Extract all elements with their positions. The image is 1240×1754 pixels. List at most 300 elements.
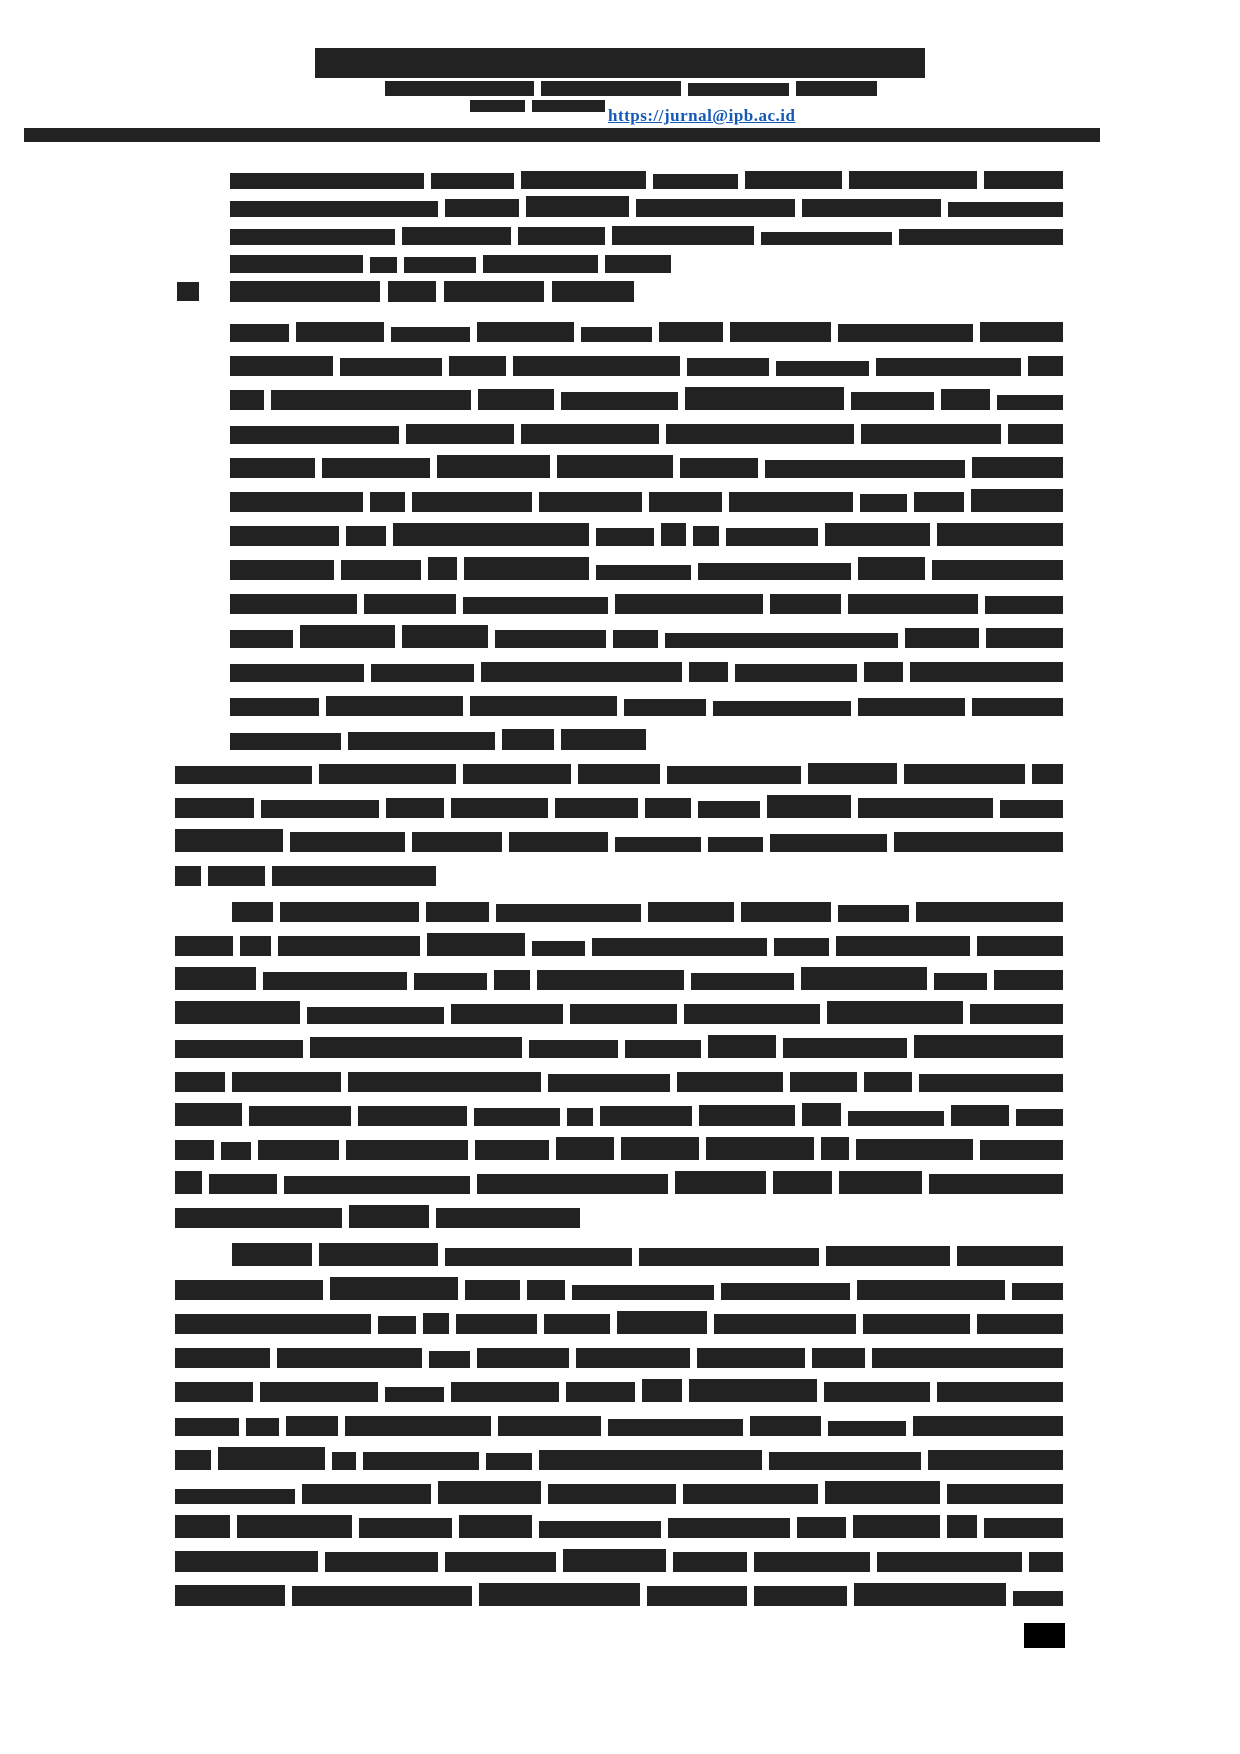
redacted-word — [708, 837, 763, 852]
redacted-word — [481, 662, 682, 682]
redacted-word — [370, 257, 397, 273]
redacted-word — [521, 171, 646, 189]
redacted-word — [175, 866, 201, 886]
redacted-word — [402, 227, 511, 245]
redacted-word — [613, 630, 658, 648]
redacted-word — [916, 902, 1063, 922]
redacted-word — [230, 458, 315, 478]
redacted-word — [561, 729, 646, 750]
redacted-word — [445, 1248, 632, 1266]
redacted-word — [986, 628, 1063, 648]
redacted-word — [668, 1518, 790, 1538]
redacted-word — [230, 492, 363, 512]
redacted-word — [319, 764, 455, 784]
redacted-word — [391, 327, 470, 342]
redacted-line — [230, 166, 1063, 189]
redacted-word — [675, 1171, 767, 1194]
redacted-word — [332, 1452, 356, 1470]
redacted-word — [899, 229, 1063, 245]
redacted-word — [175, 1382, 253, 1402]
redacted-word — [232, 1072, 340, 1092]
redacted-word — [857, 1280, 1005, 1300]
redacted-word — [605, 255, 671, 273]
journal-title-redacted-bar — [315, 48, 925, 78]
redacted-word — [445, 1552, 556, 1572]
redacted-word — [310, 1037, 523, 1058]
redacted-word — [208, 866, 265, 886]
redacted-word — [735, 664, 857, 682]
redacted-word — [175, 1314, 371, 1334]
redacted-word — [770, 594, 841, 614]
redacted-line — [175, 931, 1063, 956]
redacted-word — [689, 1379, 817, 1402]
redacted-word — [856, 1139, 973, 1160]
redacted-word — [527, 1280, 565, 1300]
redacted-word — [971, 489, 1063, 512]
redacted-word — [948, 202, 1063, 217]
redacted-line — [175, 1377, 1063, 1402]
redacted-word — [1028, 356, 1063, 376]
redacted-word — [451, 1004, 563, 1024]
redacted-line — [175, 1169, 1063, 1194]
redacted-word — [477, 1174, 668, 1194]
redacted-word — [649, 492, 721, 512]
redacted-word — [532, 941, 585, 956]
redacted-line — [230, 385, 1063, 410]
redacted-word — [858, 798, 993, 818]
redacted-word — [839, 1171, 923, 1194]
redacted-word — [680, 458, 758, 478]
redacted-word — [877, 1552, 1022, 1572]
redacted-word — [617, 1311, 706, 1334]
redacted-word — [687, 358, 769, 376]
redacted-word — [665, 633, 897, 648]
redacted-word — [246, 1418, 280, 1436]
redacted-word — [406, 424, 515, 444]
redacted-word — [404, 257, 476, 273]
redacted-word — [636, 199, 795, 217]
redacted-word — [428, 557, 458, 580]
redacted-word — [947, 1515, 977, 1538]
redacted-word — [797, 1517, 846, 1538]
redacted-line — [230, 623, 1063, 648]
redacted-word — [858, 698, 965, 716]
redacted-word — [750, 1416, 821, 1436]
redacted-word — [698, 801, 760, 818]
redacted-word — [826, 1246, 949, 1266]
redacted-word — [518, 227, 605, 245]
redacted-word — [240, 936, 271, 956]
heading-redacted-word — [230, 281, 380, 302]
redacted-line — [175, 1513, 1063, 1538]
redacted-word — [261, 800, 379, 818]
redacted-word — [567, 1108, 593, 1126]
redacted-line — [230, 222, 1063, 245]
redacted-word — [977, 936, 1063, 956]
redacted-word — [232, 1243, 312, 1266]
redacted-word — [774, 938, 828, 956]
redacted-word — [561, 392, 677, 410]
redacted-line — [232, 897, 1063, 922]
redacted-word — [470, 696, 617, 716]
redacted-word — [463, 597, 608, 614]
redacted-word — [572, 1285, 715, 1300]
redacted-word — [346, 1140, 468, 1160]
redacted-word — [972, 457, 1063, 478]
redacted-word — [175, 1280, 323, 1300]
redacted-word — [502, 729, 554, 750]
redacted-word — [370, 492, 404, 512]
redacted-word — [985, 596, 1063, 614]
redacted-word — [556, 1137, 614, 1160]
redacted-word — [175, 1585, 285, 1606]
redacted-word — [647, 1586, 747, 1606]
redacted-word — [854, 1583, 1007, 1606]
redacted-word — [230, 324, 289, 342]
redacted-line — [175, 1581, 1063, 1606]
redacted-line — [175, 965, 1063, 990]
redacted-word — [932, 560, 1063, 580]
redacted-word — [402, 625, 488, 648]
redacted-word — [689, 662, 728, 682]
redacted-word — [296, 322, 385, 342]
redacted-word — [851, 392, 934, 410]
redacted-word — [529, 1040, 618, 1058]
redacted-word — [905, 628, 979, 648]
redacted-word — [477, 1348, 570, 1368]
redacted-word — [765, 460, 965, 478]
journal-url-link[interactable]: https://jurnal@ipb.ac.id — [608, 106, 796, 125]
redacted-line — [232, 1241, 1063, 1266]
redacted-word — [358, 1106, 468, 1126]
redacted-line — [230, 419, 1063, 444]
redacted-line — [230, 453, 1063, 478]
redacted-word — [596, 528, 654, 546]
redacted-word — [615, 837, 701, 852]
redacted-word — [563, 1549, 667, 1572]
redacted-word — [526, 196, 629, 217]
redacted-line — [230, 250, 763, 273]
redacted-word — [532, 100, 606, 112]
redacted-line — [175, 1067, 1063, 1092]
redacted-word — [340, 358, 442, 376]
redacted-word — [300, 625, 394, 648]
redacted-word — [319, 1243, 437, 1266]
redacted-word — [479, 1583, 640, 1606]
redacted-word — [639, 1248, 819, 1266]
redacted-word — [230, 698, 319, 716]
redacted-word — [230, 255, 363, 273]
redacted-word — [175, 1103, 242, 1126]
redacted-word — [230, 630, 293, 648]
redacted-word — [385, 1387, 444, 1402]
redacted-word — [330, 1277, 458, 1300]
redacted-line — [175, 861, 495, 886]
redacted-word — [977, 1314, 1063, 1334]
redacted-word — [812, 1348, 865, 1368]
redacted-word — [364, 594, 456, 614]
redacted-word — [175, 1551, 318, 1572]
redacted-word — [691, 973, 793, 990]
redacted-word — [1029, 1552, 1064, 1572]
redacted-line — [175, 1547, 1063, 1572]
redacted-word — [349, 1205, 429, 1228]
redacted-word — [363, 1452, 478, 1470]
redacted-word — [848, 594, 978, 614]
redacted-word — [828, 1421, 907, 1436]
redacted-word — [937, 523, 1063, 546]
redacted-word — [175, 1348, 270, 1368]
redacted-word — [876, 358, 1021, 376]
redacted-word — [783, 1038, 908, 1058]
redacted-word — [449, 356, 506, 376]
redacted-word — [624, 699, 705, 716]
redacted-word — [465, 1280, 520, 1300]
redacted-word — [1032, 764, 1063, 784]
redacted-word — [539, 1521, 662, 1538]
redacted-word — [230, 733, 341, 750]
redacted-word — [495, 630, 606, 648]
redacted-word — [175, 936, 233, 956]
redacted-word — [348, 732, 495, 750]
redacted-word — [544, 1314, 610, 1334]
redacted-word — [459, 1515, 532, 1538]
redacted-line — [230, 589, 1063, 614]
redacted-word — [661, 523, 687, 546]
redacted-word — [230, 526, 339, 546]
redacted-word — [699, 1105, 795, 1126]
redacted-word — [685, 387, 844, 410]
redacted-word — [714, 1314, 856, 1334]
redacted-line — [175, 1309, 1063, 1334]
redacted-word — [838, 905, 910, 922]
redacted-line — [175, 1203, 637, 1228]
redacted-word — [175, 967, 256, 990]
redacted-word — [429, 1351, 470, 1368]
redacted-word — [808, 763, 896, 784]
redacted-word — [483, 255, 598, 273]
redacted-line — [175, 1275, 1063, 1300]
redacted-word — [209, 1174, 278, 1194]
redacted-word — [970, 1004, 1063, 1024]
redacted-word — [175, 1001, 300, 1024]
redacted-line — [230, 351, 1063, 376]
redacted-line — [175, 1033, 1063, 1058]
redacted-word — [600, 1106, 692, 1126]
redacted-word — [175, 1171, 202, 1194]
redacted-line — [175, 1343, 1063, 1368]
heading-redacted-word — [388, 281, 436, 302]
redacted-word — [371, 664, 475, 682]
redacted-word — [277, 1348, 423, 1368]
redacted-word — [684, 1004, 820, 1024]
redacted-word — [470, 100, 525, 112]
redacted-line — [175, 1135, 1063, 1160]
redacted-word — [872, 1348, 1064, 1368]
redacted-word — [581, 327, 652, 342]
redacted-line — [230, 691, 1063, 716]
redacted-word — [438, 1481, 541, 1504]
redacted-word — [451, 798, 548, 818]
redacted-word — [1013, 1591, 1063, 1606]
redacted-line — [230, 521, 1063, 546]
redacted-word — [913, 1416, 1063, 1436]
redacted-word — [463, 764, 571, 784]
redacted-word — [474, 1108, 560, 1126]
redacted-word — [341, 560, 421, 580]
list-marker-redacted — [177, 282, 199, 301]
redacted-word — [541, 81, 681, 96]
redacted-word — [437, 455, 550, 478]
redacted-word — [713, 701, 851, 716]
redacted-word — [726, 528, 818, 546]
redacted-word — [1000, 800, 1063, 818]
redacted-word — [345, 1416, 491, 1436]
redacted-word — [612, 226, 753, 245]
header-divider-rule — [24, 128, 1100, 142]
redacted-word — [477, 322, 575, 342]
redacted-word — [496, 904, 641, 922]
redacted-word — [790, 1072, 856, 1092]
redacted-word — [230, 390, 264, 410]
redacted-word — [642, 1379, 682, 1402]
redacted-word — [230, 426, 399, 444]
redacted-word — [824, 1382, 930, 1402]
redacted-word — [464, 557, 589, 580]
redacted-line — [230, 487, 1063, 512]
redacted-word — [706, 1137, 814, 1160]
redacted-word — [1016, 1109, 1063, 1126]
redacted-word — [659, 322, 724, 342]
redacted-word — [770, 834, 887, 852]
redacted-word — [326, 696, 463, 716]
heading-redacted-word — [444, 281, 544, 302]
redacted-word — [894, 832, 1063, 852]
redacted-word — [272, 866, 436, 886]
redacted-word — [730, 322, 831, 342]
redacted-word — [645, 798, 690, 818]
redacted-word — [249, 1106, 351, 1126]
redacted-word — [615, 594, 764, 614]
redacted-line — [175, 999, 1063, 1024]
redacted-word — [754, 1586, 847, 1606]
redacted-line — [175, 1445, 1063, 1470]
redacted-line — [230, 657, 1063, 682]
redacted-word — [910, 662, 1063, 682]
redacted-word — [436, 1208, 580, 1228]
redacted-word — [175, 766, 312, 784]
redacted-line — [175, 759, 1063, 784]
redacted-word — [359, 1518, 452, 1538]
redacted-word — [412, 492, 532, 512]
redacted-word — [271, 390, 470, 410]
redacted-word — [175, 1072, 225, 1092]
redacted-word — [941, 389, 989, 410]
redacted-word — [863, 1314, 969, 1334]
redacted-word — [697, 1348, 806, 1368]
redacted-line — [175, 827, 1063, 852]
redacted-word — [858, 557, 926, 580]
redacted-word — [578, 764, 660, 784]
redacted-word — [864, 662, 904, 682]
redacted-word — [539, 492, 642, 512]
redacted-word — [509, 832, 607, 852]
redacted-word — [286, 1416, 338, 1436]
redacted-word — [175, 1040, 303, 1058]
redacted-word — [825, 1481, 939, 1504]
redacted-word — [980, 322, 1063, 342]
redacted-line — [230, 317, 1063, 342]
redacted-word — [677, 1072, 783, 1092]
redacted-word — [698, 563, 851, 580]
redacted-word — [521, 424, 659, 444]
redacted-word — [928, 1450, 1063, 1470]
journal-subtitle-redacted-line — [385, 81, 877, 96]
redacted-word — [325, 1552, 439, 1572]
redacted-word — [175, 798, 254, 818]
redacted-word — [414, 973, 487, 990]
journal-address-redacted-line — [470, 100, 605, 112]
redacted-word — [548, 1484, 676, 1504]
redacted-word — [513, 356, 680, 376]
redacted-word — [836, 936, 970, 956]
redacted-word — [290, 832, 405, 852]
redacted-word — [570, 1004, 678, 1024]
redacted-word — [827, 1001, 963, 1024]
redacted-word — [451, 1382, 559, 1402]
redacted-word — [230, 594, 357, 614]
redacted-word — [929, 1174, 1063, 1194]
redacted-word — [796, 81, 877, 96]
redacted-word — [260, 1382, 378, 1402]
redacted-word — [934, 973, 986, 990]
redacted-word — [914, 492, 963, 512]
redacted-word — [729, 492, 853, 512]
redacted-word — [284, 1176, 470, 1194]
redacted-word — [555, 798, 638, 818]
redacted-word — [741, 902, 831, 922]
redacted-word — [994, 970, 1063, 990]
redacted-word — [864, 1072, 912, 1092]
redacted-word — [861, 424, 1001, 444]
redacted-word — [984, 1518, 1063, 1538]
redacted-word — [947, 1484, 1063, 1504]
redacted-word — [688, 83, 790, 96]
redacted-word — [537, 970, 684, 990]
redacted-word — [539, 1450, 762, 1470]
redacted-word — [385, 81, 534, 96]
redacted-word — [904, 764, 1025, 784]
redacted-word — [853, 1515, 940, 1538]
redacted-word — [648, 902, 735, 922]
redacted-word — [230, 664, 364, 682]
redacted-word — [608, 1419, 743, 1436]
redacted-word — [386, 798, 444, 818]
redacted-word — [280, 902, 420, 922]
redacted-word — [230, 560, 334, 580]
redacted-line — [175, 793, 1063, 818]
redacted-word — [230, 173, 424, 189]
redacted-word — [232, 902, 273, 922]
redacted-word — [494, 970, 529, 990]
redacted-word — [292, 1586, 473, 1606]
redacted-word — [596, 565, 691, 580]
redacted-word — [498, 1416, 602, 1436]
redacted-word — [776, 361, 869, 376]
redacted-word — [237, 1515, 352, 1538]
redacted-word — [849, 171, 977, 189]
redacted-word — [175, 1489, 295, 1504]
